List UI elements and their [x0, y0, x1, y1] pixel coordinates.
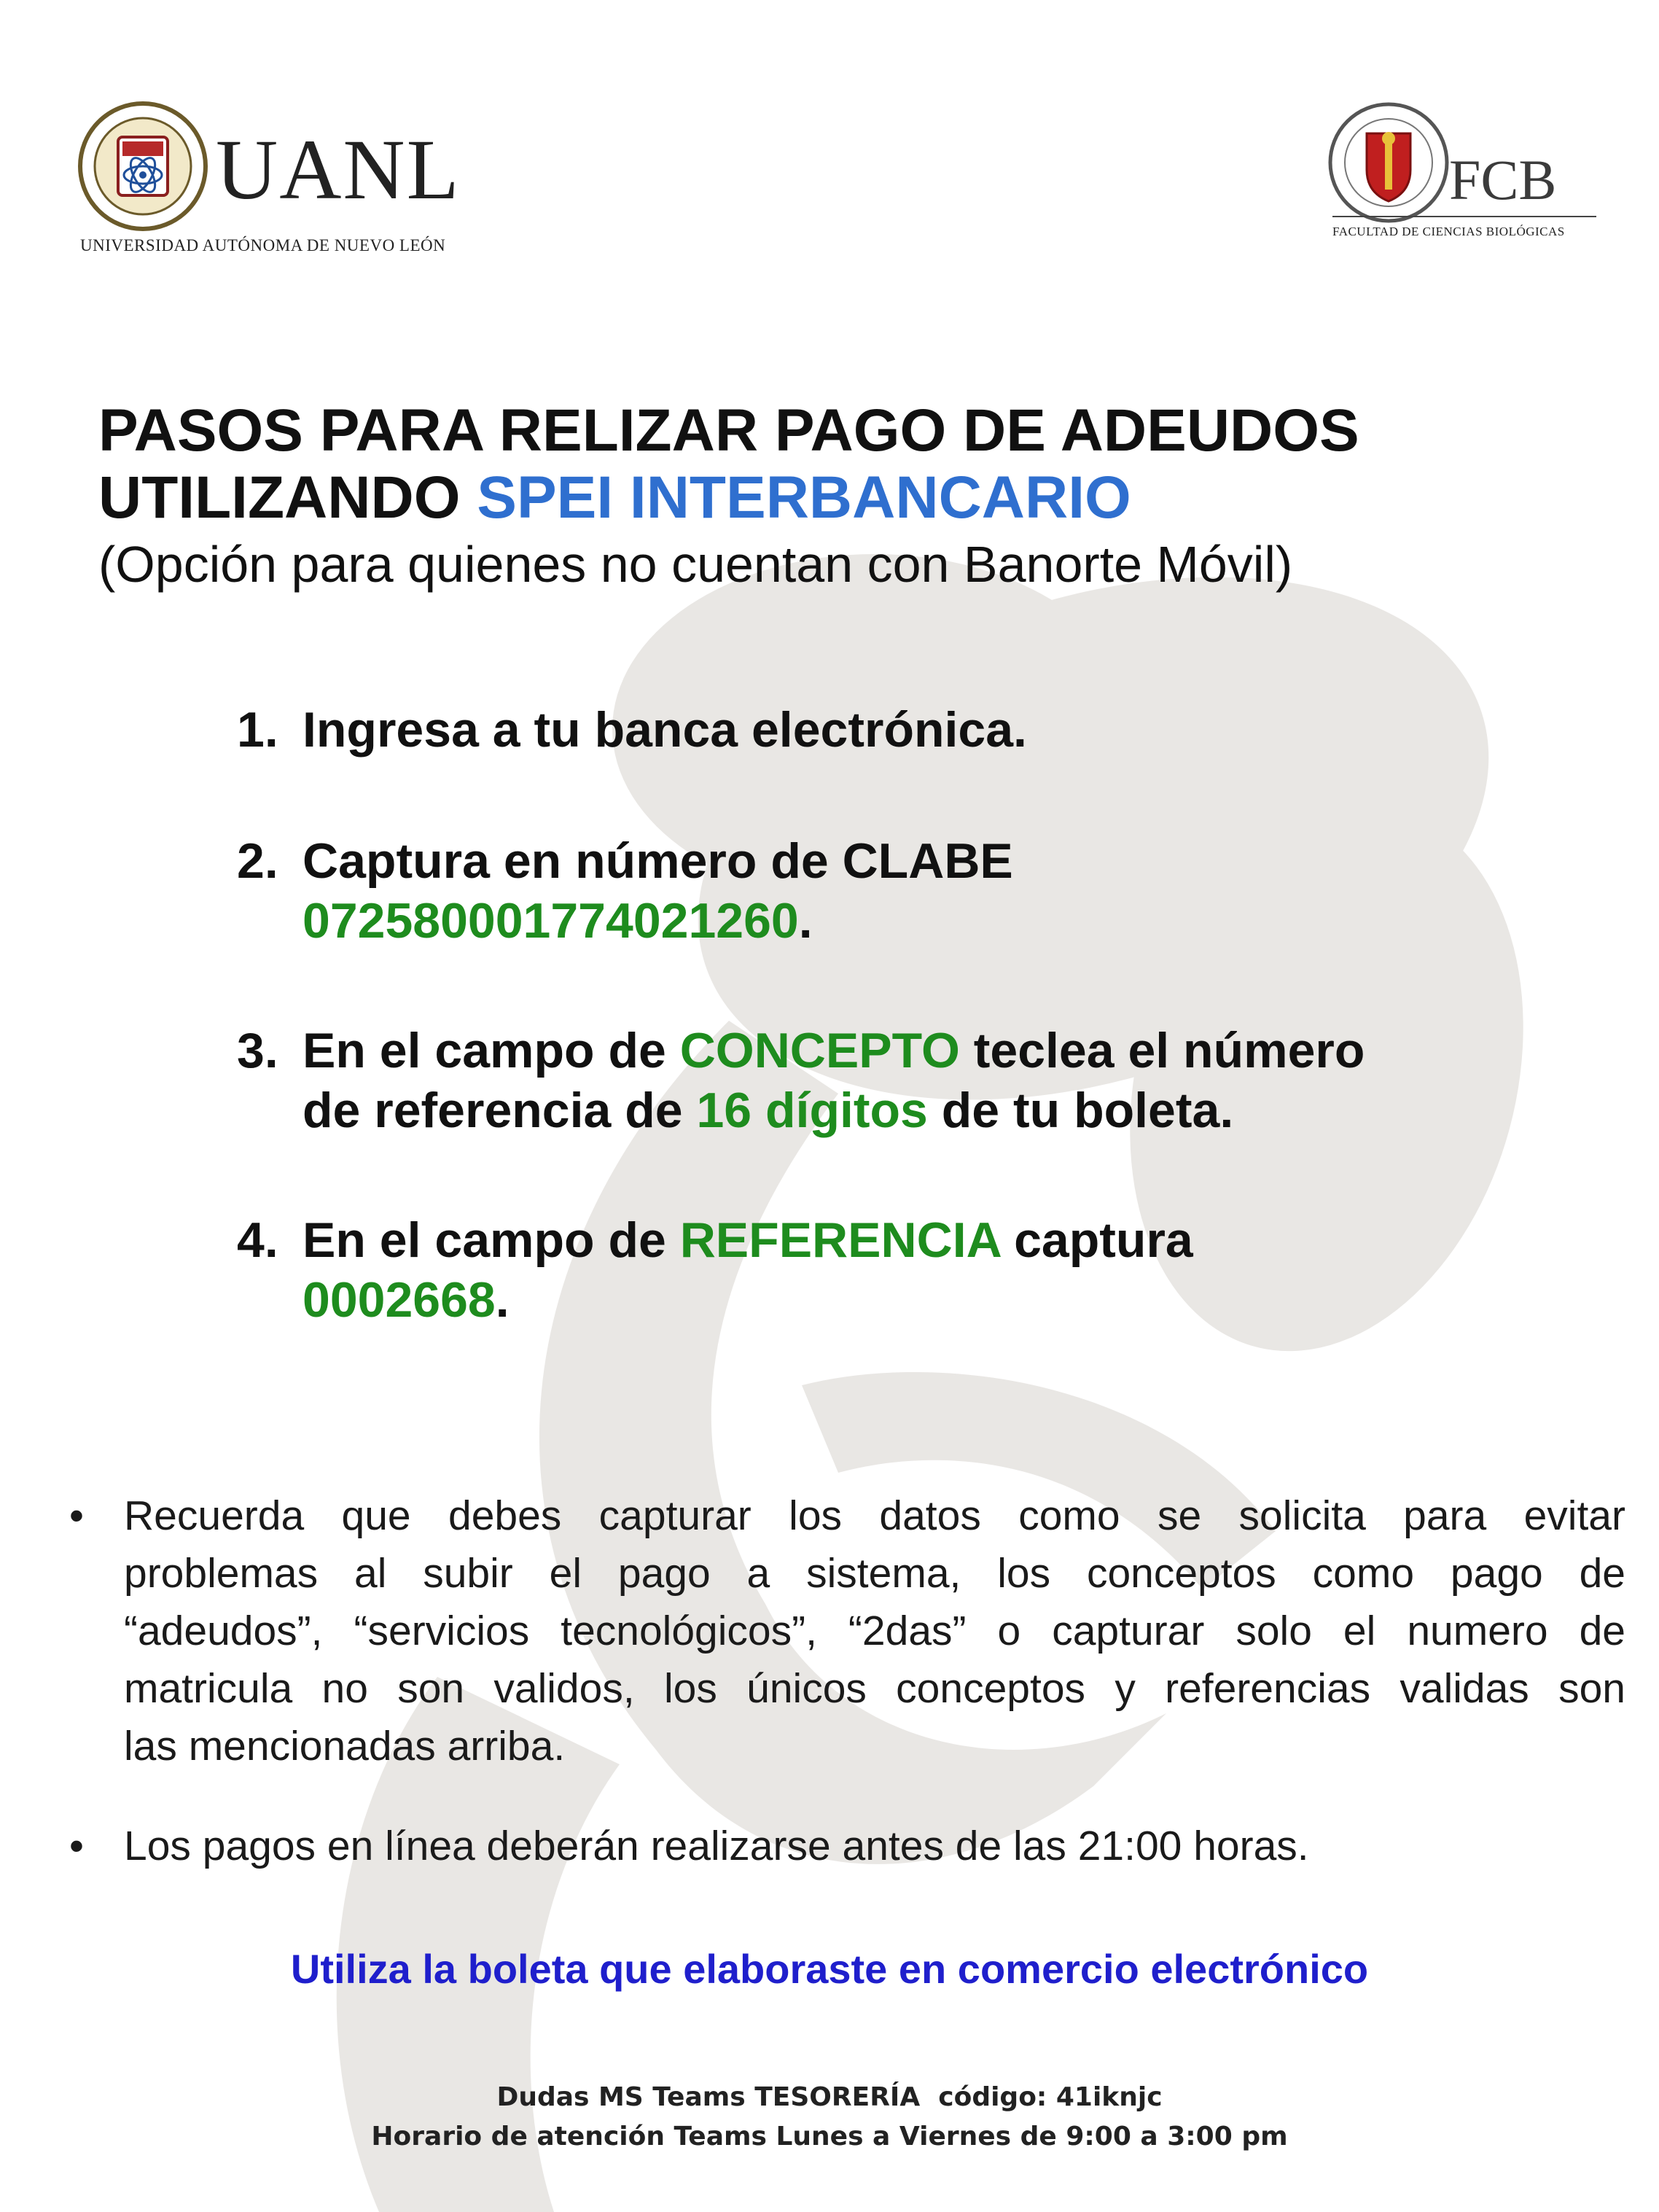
title-prefix: UTILIZANDO	[98, 464, 477, 531]
title-subtitle: (Opción para quienes no cuentan con Banorte Móvil)	[98, 536, 1293, 593]
footer-teams-code: Dudas MS Teams TESORERÍA código: 41iknjc	[496, 2082, 1163, 2112]
step-text: Captura en número de CLABE	[302, 833, 1013, 889]
step-punct: .	[495, 1272, 510, 1328]
uanl-wordmark: UANL	[216, 122, 461, 217]
digits-keyword: 16 dígitos	[696, 1083, 928, 1138]
step-line	[302, 1210, 1622, 1270]
step-item	[237, 1021, 1622, 1140]
step-text: En el campo de	[302, 1023, 680, 1078]
step-text: Ingresa a tu banca electrónica.	[302, 702, 1027, 758]
step-text: de referencia de	[302, 1083, 697, 1138]
notes-list	[69, 1487, 1625, 1875]
step-number: 3.	[237, 1023, 278, 1078]
footer	[0, 2078, 1659, 2157]
step-text: teclea el número	[959, 1023, 1365, 1078]
note-item	[69, 1487, 1625, 1775]
bullet-icon: •	[69, 1823, 84, 1869]
bullet-icon: •	[69, 1492, 84, 1539]
note-text: Los pagos en línea deberán realizarse antes de las 21:00 horas.	[124, 1823, 1309, 1869]
steps-list	[237, 700, 1622, 1330]
step-line	[302, 1021, 1622, 1080]
call-to-action: Utiliza la boleta que elaboraste en comercio electrónico	[290, 1946, 1369, 1992]
note-line: problemas al subir el pago a sistema, los conceptos como pago de	[124, 1550, 1625, 1597]
note-line: las mencionadas arriba.	[124, 1723, 566, 1769]
uanl-subtitle: UNIVERSIDAD AUTÓNOMA DE NUEVO LEÓN	[80, 236, 446, 254]
page-title	[98, 397, 1571, 597]
uanl-logo	[77, 101, 461, 257]
step-text: de tu boleta.	[927, 1083, 1234, 1138]
note-line: “adeudos”, “servicios tecnológicos”, “2das” o capturar solo el numero de	[124, 1608, 1625, 1654]
note-line: matricula no son validos, los únicos conceptos y referencias validas son	[124, 1665, 1625, 1712]
step-item	[237, 700, 1622, 760]
step-item	[237, 831, 1622, 951]
fcb-divider	[1332, 216, 1596, 217]
step-number: 2.	[237, 833, 278, 889]
step-text: captura	[1000, 1212, 1193, 1268]
clabe-number: 072580001774021260	[302, 893, 799, 949]
step-line	[302, 1080, 1622, 1140]
step-clabe-line	[302, 891, 1622, 951]
title-line-1: PASOS PARA RELIZAR PAGO DE ADEUDOS	[98, 397, 1359, 464]
footer-hours: Horario de atención Teams Lunes a Viernes de 9:00 a 3:00 pm	[371, 2122, 1288, 2151]
fcb-seal-icon	[1327, 101, 1451, 225]
step-number: 4.	[237, 1212, 278, 1268]
note-item	[69, 1818, 1625, 1875]
step-punct: .	[798, 893, 813, 949]
fcb-logo	[1327, 101, 1604, 246]
title-highlight-spei: SPEI INTERBANCARIO	[477, 464, 1131, 531]
step-line	[302, 1270, 1622, 1330]
referencia-keyword: REFERENCIA	[679, 1212, 1001, 1268]
step-item	[237, 1210, 1622, 1330]
uanl-seal-icon	[77, 101, 208, 232]
concepto-keyword: CONCEPTO	[679, 1023, 960, 1078]
fcb-wordmark: FCB	[1449, 148, 1557, 211]
referencia-value: 0002668	[302, 1272, 496, 1328]
fcb-subtitle: FACULTAD DE CIENCIAS BIOLÓGICAS	[1332, 225, 1565, 238]
step-text: En el campo de	[302, 1212, 680, 1268]
title-line-2	[98, 464, 1571, 531]
note-line: Recuerda que debes capturar los datos como se solicita para evitar	[124, 1492, 1625, 1539]
step-number: 1.	[237, 702, 278, 758]
